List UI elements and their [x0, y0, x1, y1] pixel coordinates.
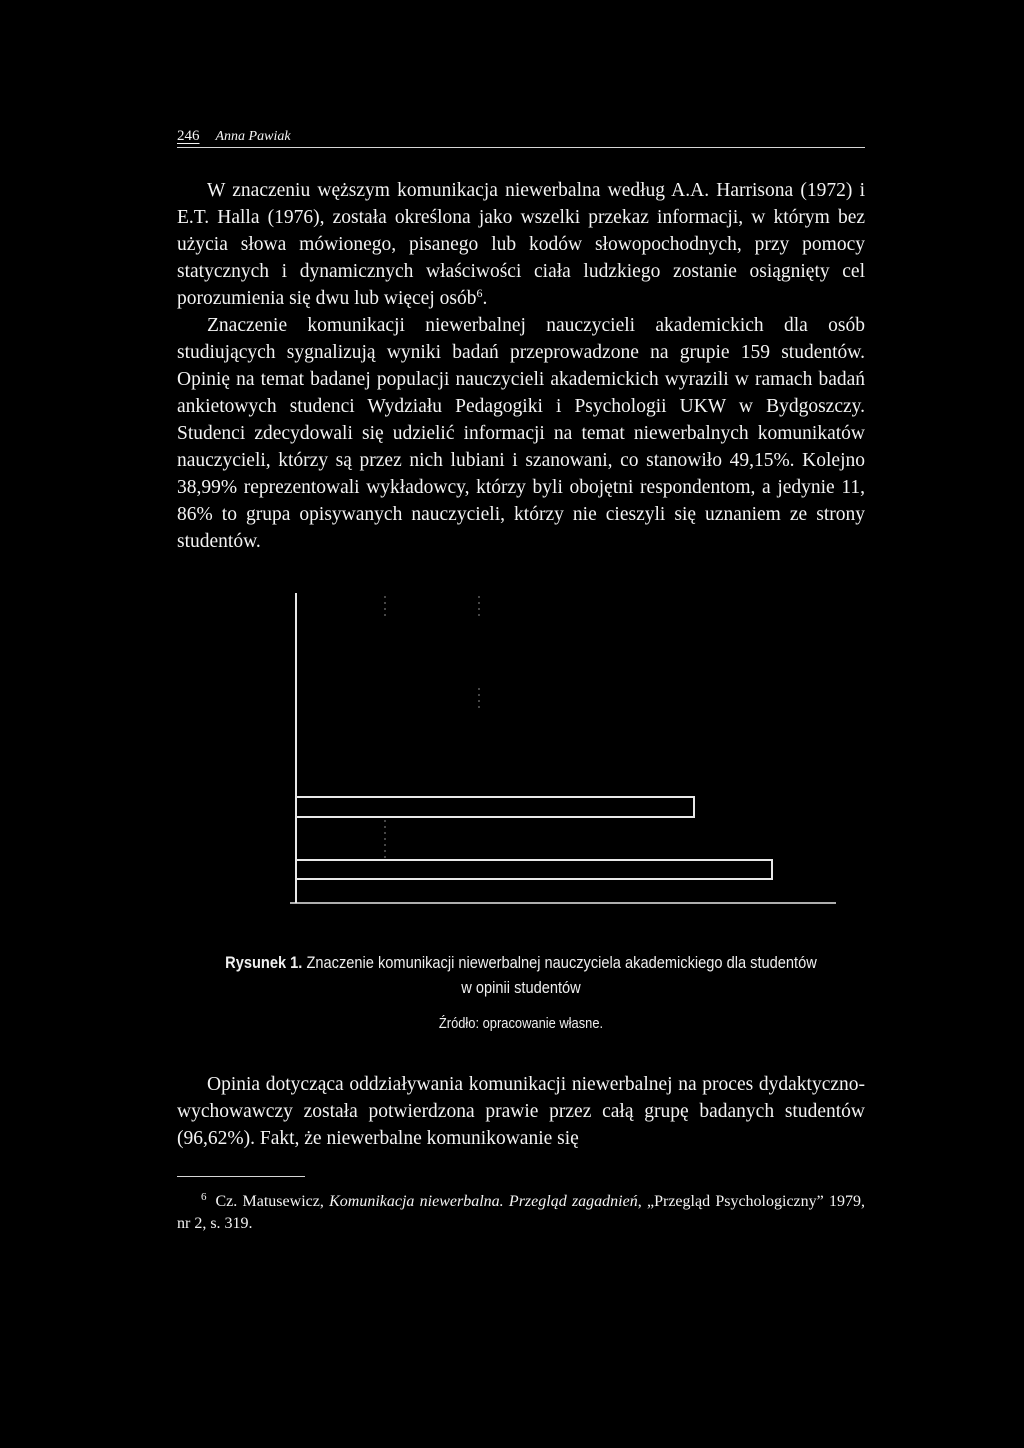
body-text-bottom: [177, 1071, 865, 1152]
footnote-rule: [177, 1176, 305, 1177]
footnote-reference: 6: [476, 286, 483, 300]
paragraph-opinion: Opinia dotycząca oddziaływania komunikacji niewerbalnej na proces dydaktyczno-wychowawczy została potwierdzona prawie przez całą grupę badanych studentów (96,62%). Fakt, że niewerbalne komunikowanie się: [177, 1074, 865, 1149]
figure-source: Źródło: opracowanie własne.: [438, 1015, 604, 1032]
running-head: [177, 126, 865, 147]
figure-label: Rysunek 1.: [225, 953, 303, 972]
footnote-title: Komunikacja niewerbalna. Przegląd zagadnień: [329, 1193, 638, 1210]
chart-bar: [296, 860, 772, 879]
page-number: 246: [177, 128, 200, 144]
body-text-top: [177, 177, 865, 555]
footnote-number: 6: [201, 1191, 207, 1203]
footnote-suffix: , „Przegląd Psychologiczny” 1979, nr 2, s. 319.: [177, 1193, 866, 1232]
footnote: [177, 1191, 865, 1235]
paragraph-definition-text: W znaczeniu węższym komunikacja niewerbalna według A.A. Harrisona (1972) i E.T. Halla (1976), została określona jako wszelki przekaz informacji, w którym bez użycia słowa mówionego, pisanego lub kodów słowopochodnych, przy pomocy statycznych i dynamicznych właściwości ciała ludzkiego zostanie osiągnięty cel porozumienia się dwu lub więcej osób: [177, 180, 865, 309]
footnote-reference-period: .: [482, 288, 488, 309]
figure-caption-text: Znaczenie komunikacji niewerbalnej nauczyciela akademickiego dla studentów w opinii studentów: [306, 953, 817, 997]
footnote-prefix: Cz. Matusewicz,: [215, 1193, 330, 1210]
figure-caption: [225, 950, 817, 1000]
running-head-author: Anna Pawiak: [215, 129, 291, 144]
header-rule: [177, 147, 865, 148]
paragraph-research: Znaczenie komunikacji niewerbalnej nauczycieli akademickich dla osób studiujących sygnalizują wyniki badań przeprowadzone na grupie 159 studentów. Opinię na temat badanej populacji nauczycieli akademickich wyrazili w ramach badań ankietowych studenci Wydziału Pedagogiki i Psychologii UKW w Bydgoszczy. Studenci zdecydowali się udzielić informacji na temat niewerbalnych komunikatów nauczycieli, którzy są przez nich lubiani i szanowani, co stanowiło 49,15%. Kolejno 38,99% reprezentowali wykładowcy, którzy byli obojętni respondentom, a jedynie 11, 86% to grupa opisywanych nauczycieli, którzy nie cieszyli się uznaniem ze strony studentów.: [177, 315, 865, 552]
chart-bar: [296, 797, 694, 817]
paragraph-definition: [177, 177, 865, 312]
